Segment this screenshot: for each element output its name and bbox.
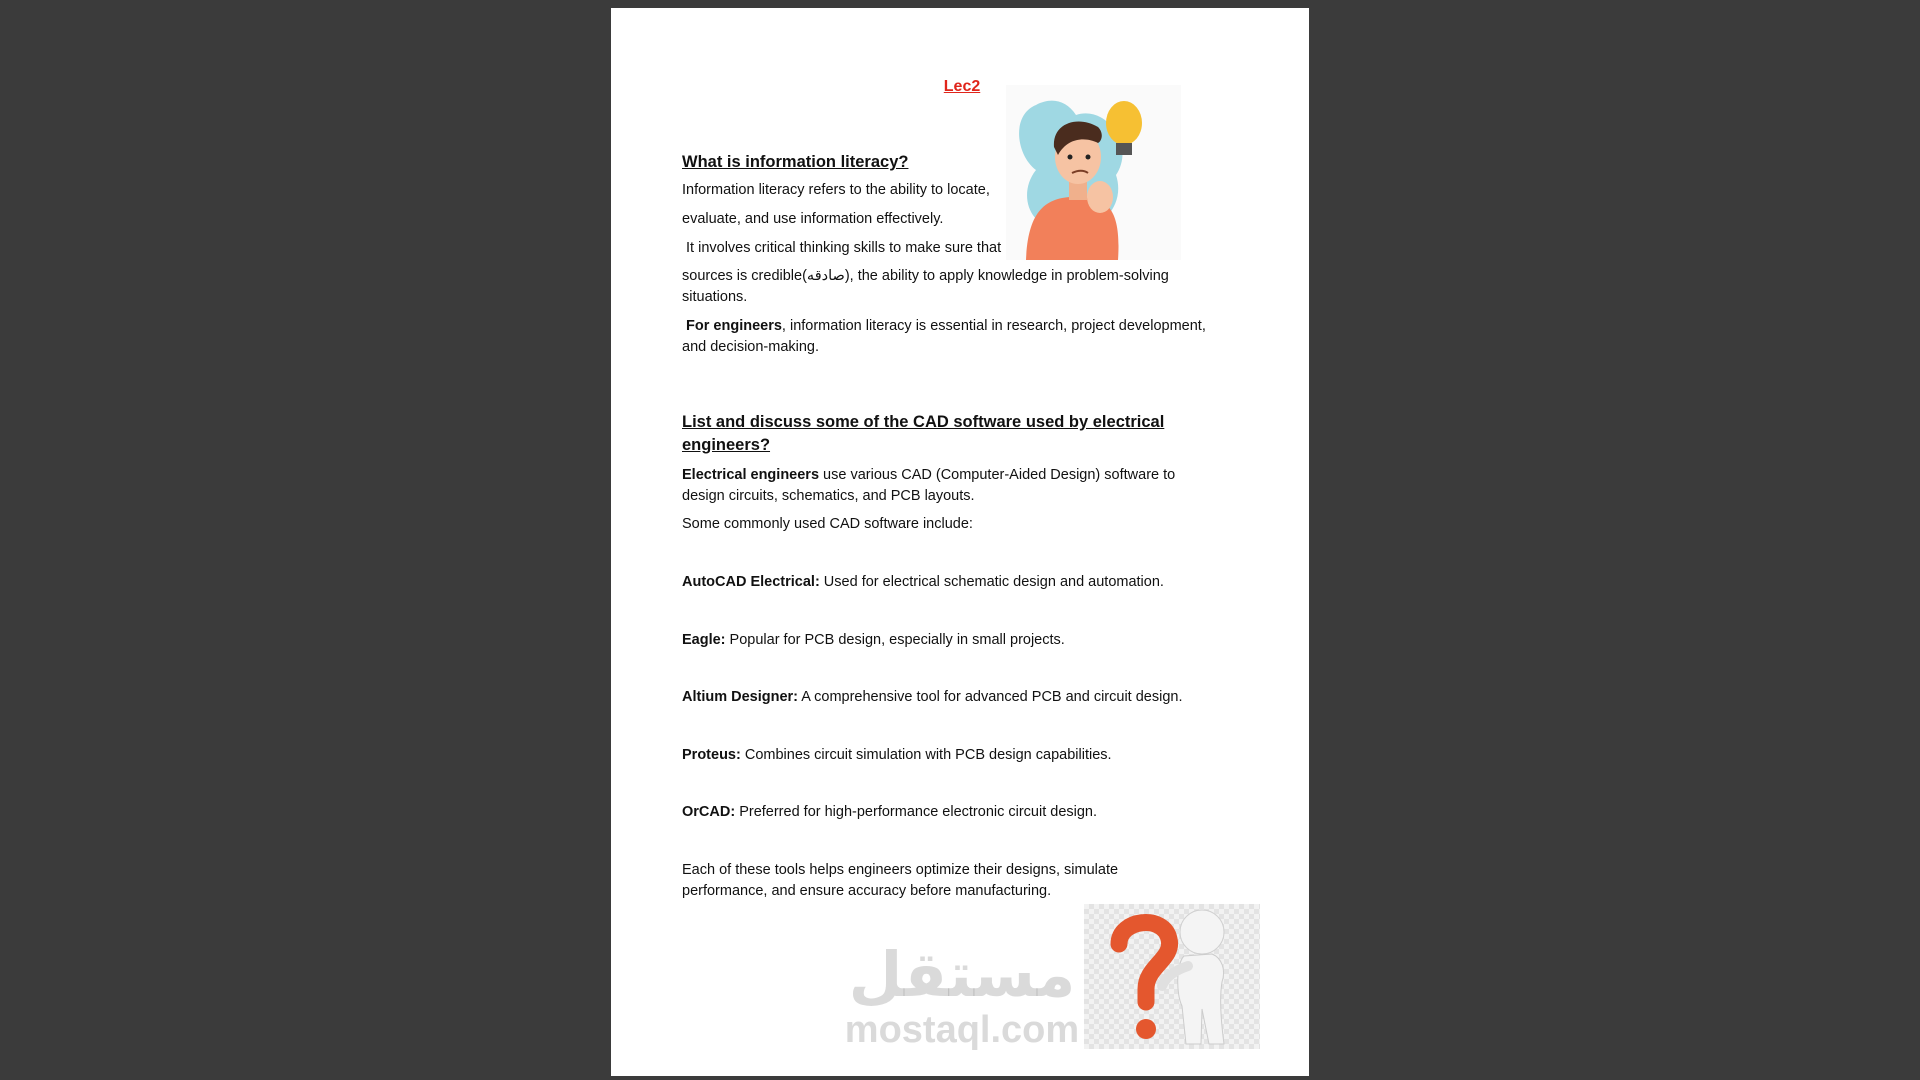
closing-paragraph-cont: performance, and ensure accuracy before manufacturing. [682,883,1052,899]
software-item [682,745,1112,766]
section1-line: It involves critical thinking skills to make sure that [682,240,1002,256]
cad-intro-text: use various CAD (Computer-Aided Design) software to [819,467,1176,483]
section1-line: sources is credible(صادقه), the ability to apply knowledge in problem-solving [682,268,1169,284]
software-item [682,630,1065,651]
cad-intro-list-lead: Some commonly used CAD software include: [682,516,973,532]
cad-intro-cont: design circuits, schematics, and PCB layouts. [682,488,975,504]
engineers-paragraph [682,316,1206,337]
cad-intro-bold: Electrical engineers [682,467,820,483]
software-item [682,687,1183,708]
software-item [682,802,1097,823]
cad-intro [682,465,1175,486]
software-item [682,572,1164,593]
software-name: Eagle: [682,632,726,648]
document-title: Lec2 [943,78,981,95]
software-desc: Used for electrical schematic design and automation. [819,574,1164,590]
engineers-bold: For engineers [682,318,782,334]
engineers-paragraph-cont: and decision-making. [682,339,820,355]
section2-heading-line: List and discuss some of the CAD software used by electrical [682,413,1165,431]
software-desc: Preferred for high-performance electronic circuit design. [735,804,1098,820]
software-name: Altium Designer: [682,689,799,705]
section1-heading: What is information literacy? [682,153,909,171]
software-name: AutoCAD Electrical: [682,574,820,590]
software-name: OrCAD: [682,804,736,820]
engineers-text: , information literacy is essential in research, project development, [781,318,1206,334]
closing-paragraph: Each of these tools helps engineers optimize their designs, simulate [682,862,1119,878]
section1-line: evaluate, and use information effectively. [682,211,944,227]
software-desc: Combines circuit simulation with PCB design capabilities. [740,747,1112,763]
thinking-man-illustration [1006,85,1181,260]
section1-line: situations. [682,289,748,305]
section2-heading-line: engineers? [682,436,771,454]
section1-line: Information literacy refers to the ability to locate, [682,182,990,198]
watermark-domain: mostaql.com [844,1009,1080,1051]
section2-heading [682,411,1164,457]
question-mark-figure [1084,904,1260,1049]
software-desc: A comprehensive tool for advanced PCB and circuit design. [798,689,1183,705]
software-name: Proteus: [682,747,741,763]
watermark-arabic: مستقل [848,938,1076,1011]
software-desc: Popular for PCB design, especially in small projects. [725,632,1065,648]
